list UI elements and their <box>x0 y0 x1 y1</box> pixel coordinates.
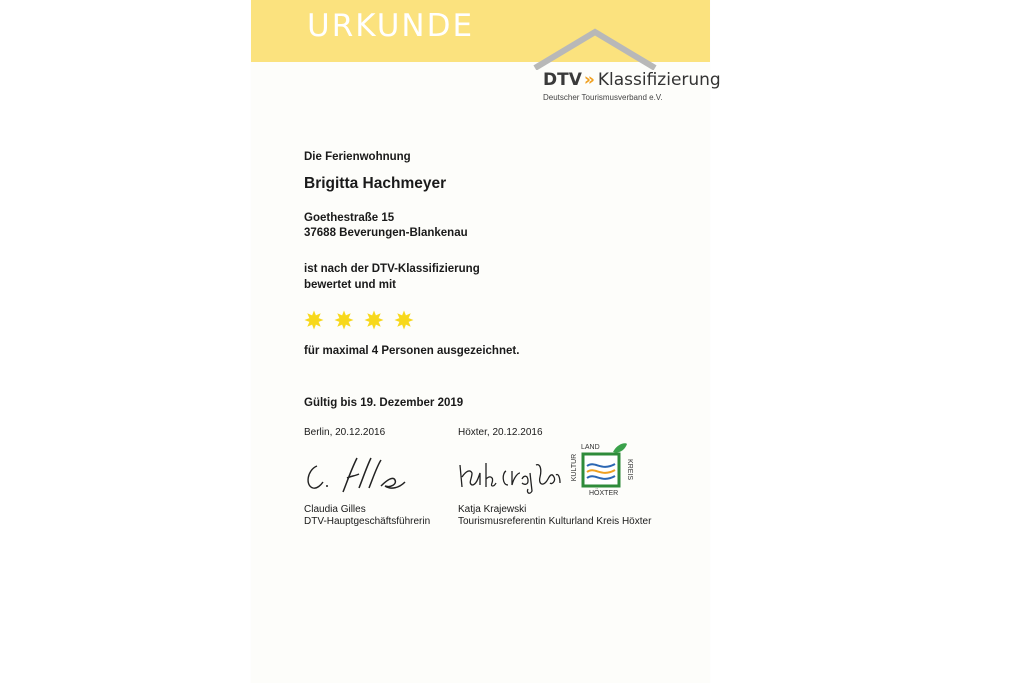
signatory-1-role: DTV-Hauptgeschäftsführerin <box>304 516 431 527</box>
signatory-1-name: Claudia Gilles <box>304 504 366 515</box>
star-icon <box>394 310 414 330</box>
kreis-logo-word-bottom: HÖXTER <box>589 490 619 497</box>
signatory-2-place-date: Höxter, 20.12.2016 <box>458 427 543 438</box>
kulturland-kreis-hoexter-logo <box>569 440 641 509</box>
signature-gilles <box>303 452 413 500</box>
signatory-1-place-date: Berlin, 20.12.2016 <box>304 427 386 438</box>
classification-line-1: ist nach der DTV-Klassifizierung <box>304 263 480 275</box>
star-icon <box>364 310 384 330</box>
house-roof-icon <box>533 28 693 70</box>
star-rating <box>304 310 414 330</box>
certificate-page <box>251 0 721 683</box>
intro-text: Die Ferienwohnung <box>304 151 411 163</box>
validity-text: Gültig bis 19. Dezember 2019 <box>304 397 464 409</box>
star-icon <box>334 310 354 330</box>
dtv-logo <box>543 70 721 90</box>
capacity-text: für maximal 4 Personen ausgezeichnet. <box>304 345 520 357</box>
classification-line-2: bewertet und mit <box>304 279 397 291</box>
kreis-logo-word-left: KULTUR <box>571 453 579 482</box>
owner-name: Brigitta Hachmeyer <box>304 175 447 192</box>
signatory-2-role: Tourismusreferentin Kulturland Kreis Höxter <box>458 516 652 527</box>
kreis-logo-word-right: KREIS <box>626 458 634 481</box>
chevron-right-icon: » <box>583 70 592 90</box>
star-icon <box>304 310 324 330</box>
kreis-logo-word-top: LAND <box>581 444 600 451</box>
address-city: 37688 Beverungen-Blankenau <box>304 227 468 239</box>
dtv-logo-name: Klassifizierung <box>597 70 721 90</box>
dtv-logo-subtitle: Deutscher Tourismusverband e.V. <box>543 93 663 102</box>
certificate-title: URKUNDE <box>307 8 475 44</box>
signatory-2-name: Katja Krajewski <box>458 504 527 515</box>
dtv-logo-brand: DTV <box>543 70 582 90</box>
address-street: Goethestraße 15 <box>304 212 395 224</box>
signature-krajewski <box>456 455 566 495</box>
